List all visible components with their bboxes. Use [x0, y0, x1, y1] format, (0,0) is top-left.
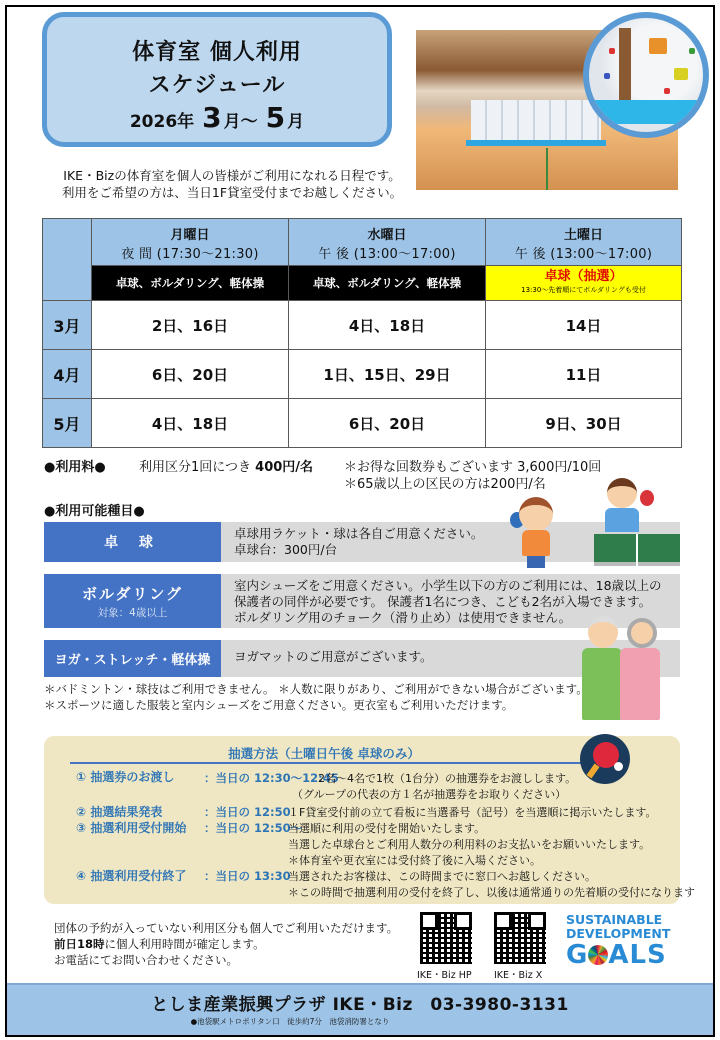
category-bouldering: [44, 574, 680, 628]
step-label: ④ 抽選利用受付終了: [76, 869, 187, 883]
fee-prefix: 利用区分1回につき: [139, 460, 252, 475]
step-time-text: ：当日の 12:50～: [204, 821, 303, 835]
dates-cell: 6日、20日: [92, 350, 289, 399]
dates-cell: 14日: [486, 301, 682, 350]
bouldering-wall-photo: [583, 12, 709, 138]
note-line: ＊スポーツに適した服装と室内シューズをご用意ください。更衣室もご利用いただけます。: [44, 698, 514, 712]
sdg-line: SUSTAINABLE: [566, 912, 663, 927]
category-target: 対象：4歳以上: [97, 606, 168, 619]
info-text: に個人利用時間が確定します。: [104, 937, 265, 951]
intro-line: 利用をご希望の方は、当日1F貸室受付までお越しください。: [61, 185, 403, 200]
boy-illustration-legs: [527, 556, 545, 568]
category-name: 卓 球: [44, 522, 221, 562]
ball-icon: [614, 762, 623, 771]
ping-pong-table-icon: [594, 534, 680, 566]
day-name: 土曜日: [563, 228, 603, 243]
day-time: 午 後 (13:00～17:00): [318, 247, 456, 262]
step-desc: ＊この時間で抽選利用の受付を終了し、以後は通常通りの先着順の受付になります: [288, 886, 695, 899]
climbing-hold: [604, 73, 610, 79]
step-time: [204, 805, 291, 820]
boy-illustration-body: [522, 530, 550, 556]
schedule-table: [42, 218, 682, 448]
elderly-woman-illustration: [620, 648, 660, 720]
category-name: [44, 574, 221, 628]
step-label: ③ 抽選利用受付開始: [76, 821, 187, 835]
sdg-g: G: [566, 940, 589, 970]
month-label: 4月: [43, 350, 92, 399]
period-end-month: 5: [265, 101, 286, 134]
period-year: 2026年: [129, 112, 195, 132]
activity-row: [43, 266, 682, 301]
desc-line: ヨガマットのご用意がございます。: [234, 649, 433, 664]
dates-cell: 1日、15日、29日: [289, 350, 486, 399]
desc-line: 保護者の同伴が必要です。 保護者1名につき、こども2名が入場できます。: [234, 594, 652, 609]
saturday-activity-label: 卓球（抽選）: [544, 268, 623, 284]
step-desc: 当選順に利用の受付を開始いたします。: [288, 822, 486, 835]
step-desc: 当選されたお客様は、この時間までに窓口へお越しください。: [288, 870, 596, 883]
notes: [44, 681, 588, 713]
access-info: ●池袋駅メトロポリタン口 徒歩約7分 池袋消防署となり: [190, 1017, 390, 1026]
day-name: 水曜日: [367, 228, 407, 243]
day-time: 夜 間 (17:30～21:30): [121, 247, 259, 262]
step-time-text: ：当日の 12:30～12:45: [204, 771, 339, 785]
climbing-hold: [689, 48, 695, 54]
dates-cell: 4日、18日: [92, 399, 289, 448]
fee-price: 400円/名: [255, 460, 314, 475]
column-header-wednesday: [289, 219, 486, 266]
intro-line: IKE・Bizの体育室を個人の皆様がご利用になれる日程です。: [63, 168, 401, 183]
lottery-title: 抽選方法（土曜日午後 卓球のみ）: [228, 746, 420, 761]
desc-line: 卓球台：300円/台: [234, 542, 338, 557]
fee-label: ●利用料●: [44, 460, 106, 475]
monday-activities: 卓球、ボルダリング、軽体操: [92, 266, 289, 301]
court-line: [546, 148, 548, 190]
column-header-saturday: [486, 219, 682, 266]
table-row: [43, 350, 682, 399]
step-label: ① 抽選券のお渡し: [76, 770, 175, 784]
wednesday-activities: 卓球、ボルダリング、軽体操: [289, 266, 486, 301]
blue-mat: [466, 140, 606, 146]
info-line: [54, 936, 398, 952]
category-table-tennis: [44, 522, 680, 562]
categories-heading: ●利用可能種目●: [44, 504, 145, 519]
table-header-row: [43, 219, 682, 266]
sdg-line: DEVELOPMENT: [566, 926, 671, 941]
ping-pong-paddle-icon: [580, 734, 630, 784]
dates-cell: 4日、18日: [289, 301, 486, 350]
blue-mat: [589, 100, 709, 124]
title-box: [42, 12, 392, 147]
period-end-unit: 月: [287, 112, 305, 132]
info-line: 団体の予約が入っていない利用区分も個人でご利用いただけます。: [54, 921, 399, 935]
page-subtitle: スケジュール: [148, 73, 286, 98]
climbing-hold: [609, 48, 615, 54]
qr-code-x[interactable]: [494, 912, 546, 964]
step-desc: １F貸室受付前の立て看板に当選番号（記号）を当選順に掲示いたします。: [288, 806, 657, 819]
confirm-time: 前日18時: [54, 937, 105, 951]
desc-line: 卓球用ラケット・球は各自ご用意ください。: [234, 526, 484, 541]
girl-illustration-body: [605, 508, 639, 532]
elderly-woman-head: [627, 618, 657, 648]
lottery-step-1: [76, 770, 174, 785]
lottery-divider: [70, 762, 590, 764]
step-time-text: ：当日の 13:30: [204, 869, 291, 883]
step-time-text: ：当日の 12:50: [204, 805, 291, 819]
bottom-info: [54, 920, 398, 968]
intro-text: [42, 167, 422, 201]
climbing-hold: [674, 68, 688, 80]
period-start-unit: 月～: [223, 112, 258, 132]
month-label: 5月: [43, 399, 92, 448]
day-name: 月曜日: [170, 228, 210, 243]
fee-main: [139, 456, 313, 475]
elderly-man-illustration: [582, 648, 622, 720]
step-desc: ＊体育室や更衣室には受付終了後に入場ください。: [288, 854, 541, 867]
organization-contact: としま産業振興プラザ IKE・Biz 03-3980-3131: [151, 995, 569, 1015]
period-start-month: 3: [202, 101, 222, 134]
qr-label-x: IKE・Biz X: [494, 970, 543, 981]
sdg-als: ALS: [608, 940, 667, 970]
footer: [7, 983, 713, 1035]
saturday-activity-note: 13:30～先着順にてボルダリングも受付: [521, 285, 646, 294]
lottery-step-3: [76, 821, 186, 836]
step-desc: （グループの代表の方１名が抽選券をお取りください）: [292, 788, 567, 801]
sdgs-logo: [566, 913, 676, 969]
column-header-monday: [92, 219, 289, 266]
fee-note: ＊お得な回数券もございます 3,600円/10回: [344, 460, 602, 475]
period: [47, 101, 387, 134]
desc-line: ボルダリング用のチョーク（滑り止め）は使用できません。: [234, 610, 572, 625]
day-time: 午 後 (13:00～17:00): [514, 247, 653, 262]
climbing-hold: [649, 38, 667, 54]
step-desc: 2名～4名で1枚（1台分）の抽選券をお渡しします。: [318, 772, 577, 785]
desc-line: 室内シューズをご用意ください。小学生以下の方のご利用には、18歳以上の: [234, 578, 662, 593]
step-label: ② 抽選結果発表: [76, 805, 163, 819]
elderly-man-head: [588, 616, 618, 648]
dates-cell: 9日、30日: [486, 399, 682, 448]
paddle-handle: [587, 764, 600, 779]
category-name-label: ボルダリング: [81, 584, 184, 603]
table-corner: [43, 219, 92, 301]
lottery-step-2: [76, 805, 162, 820]
step-time: [204, 869, 291, 884]
qr-code-hp[interactable]: [420, 912, 472, 964]
climbing-wall: [471, 100, 601, 140]
red-paddle-icon: [640, 490, 654, 506]
climbing-hold: [664, 88, 670, 94]
category-name: ヨガ・ストレッチ・軽体操: [44, 640, 221, 677]
lottery-step-4: [76, 869, 186, 884]
step-desc: 当選した卓球台とご利用人数分の利用料のお支払いをお願いいたします。: [288, 838, 651, 851]
sdg-wheel-icon: [588, 945, 608, 965]
boy-illustration: [519, 497, 553, 531]
qr-label-hp: IKE・Biz HP: [417, 970, 472, 981]
table-row: [43, 399, 682, 448]
table-row: [43, 301, 682, 350]
dates-cell: 11日: [486, 350, 682, 399]
fee-note: ＊65歳以上の区民の方は200円/名: [344, 477, 546, 492]
dates-cell: 6日、20日: [289, 399, 486, 448]
info-line: お電話にてお問い合わせください。: [54, 953, 238, 967]
month-label: 3月: [43, 301, 92, 350]
wood-pillar: [619, 28, 631, 100]
page-title: 体育室 個人利用: [132, 40, 302, 65]
dates-cell: 2日、16日: [92, 301, 289, 350]
sdg-goals: [566, 941, 676, 969]
girl-illustration: [607, 478, 637, 508]
saturday-activities: [486, 266, 682, 301]
note-line: ＊バドミントン・球技はご利用できません。 ＊人数に限りがあり、ご利用ができない場合がございます。: [44, 682, 588, 696]
